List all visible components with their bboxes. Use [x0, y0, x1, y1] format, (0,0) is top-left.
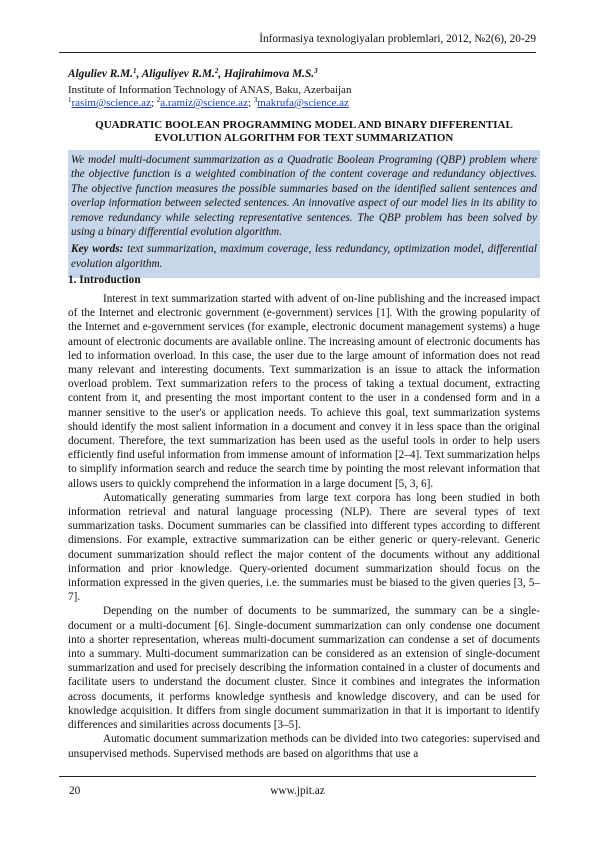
paragraph: Depending on the number of documents to be summarized, the summary can be a single-document or a multi-document [6]. Single-document summarization can only condense one document into a shorter representation, whereas multi-document summarization can condense a set of documents into a summary. Multi-document summarization can be considered as an extension of single-document summarization and used for precisely describing the information contained in a cluster of documents and facilitate users to understand the document cluster. Since it combines and integrates the information across documents, it performs knowledge synthesis and knowledge discovery, and can be used for knowledge acquisition. It differs from single document summarization in that it is important to identify differences and similarities across documents [3–5].	[68, 605, 540, 732]
affiliation: Institute of Information Technology of ANAS, Baku, Azerbaijan	[68, 84, 352, 96]
page-number: 20	[69, 785, 81, 797]
email-link[interactable]: rasim@science.az	[71, 97, 151, 109]
email-link[interactable]: a.ramiz@science.az	[160, 97, 248, 109]
journal-citation: İnformasiya texnologiyaları problemləri, 2012, №2(6), 20-29	[259, 33, 536, 45]
section-heading: 1. Introduction	[68, 274, 141, 286]
author-list	[68, 68, 318, 80]
author: Alguliev R.M.$^1$,	[68, 67, 142, 80]
website: www.jpit.az	[270, 785, 325, 797]
paragraph: Automatic document summarization methods can be divided into two categories: supervised and unsupervised methods. Supervised methods are based on algorithms that use a	[68, 733, 540, 760]
paragraph: Automatically generating summaries from large text corpora has long been studied in both information retrieval and natural language processing (NLP). There are several types of text summarization tasks. Document summaries can be classified into different types according to different dimensions. For example, extractive summarization can be either generic or query-relevant. Generic document summarization should reflect the major content of the documents without any additional information and prior knowledge. Query-oriented document summarization should focus on the information expressed in the given queries, i.e. the summaries must be biased to the given queries [3, 5–7].	[68, 491, 540, 604]
page-footer	[59, 776, 536, 797]
email-link[interactable]: makrufa@science.az	[257, 97, 349, 109]
author: Hajirahimova M.S.$^3$	[223, 67, 318, 80]
abstract-text: We model multi-document summarization as a Quadratic Boolean Programing (QBP) problem where the objective function is a weighted combination of the content coverage and redundancy objectives. The objective function measures the possible summaries based on the identified salient sentences and overlap information between selected sentences. An innovative aspect of our model lies in its ability to remove redundancy while selecting representative sentences. The QBP problem has been solved by using a binary differential evolution algorithm.	[71, 154, 537, 239]
email-list: $^1$rasim@science.az; $^2$a.ramiz@science.az; $^3$makrufa@science.az	[68, 96, 349, 109]
author: Aliguliyev R.M.$^2$,	[141, 67, 224, 80]
paper-title: QUADRATIC BOOLEAN PROGRAMMING MODEL AND BINARY DIFFERENTIAL EVOLUTION ALGORITHM FOR TEXT SUMMARIZATION	[95, 119, 513, 144]
keywords: Key words: text summarization, maximum coverage, less redundancy, optimization model, differential evolution algorithm.	[71, 243, 537, 270]
abstract-box	[68, 150, 540, 278]
running-header	[59, 30, 536, 53]
body-text	[68, 292, 540, 761]
paragraph: Interest in text summarization started with advent of on-line publishing and the increased impact of the Internet and electronic government (e-government) services [1]. With the growing popularity of the Internet and e-government services (for example, electronic document management systems) a huge amount of electronic documents are available online. The increasing amount of electronic documents has led to information overload. In this case, the user due to the large amount of information does not read many relevant and interesting documents. Text summarization is an issue to attack the information overload problem. Text summarization refers to the process of taking a textual document, extracting content from it, and presenting the most important content to the user in a condensed form and in a manner sensitive to the user's or application needs. To achieve this goal, text summarization systems should identify the most salient information in a document and convey it in less space than the original document. Therefore, the text summarization has been used as the useful tools in order to help users efficiently find useful information from immense amount of information [2–4]. Text summarization helps to simplify information search and reduce the search time by pointing the most relevant information that allows users to quickly comprehend the information in a large document [5, 3, 6].	[68, 293, 540, 490]
